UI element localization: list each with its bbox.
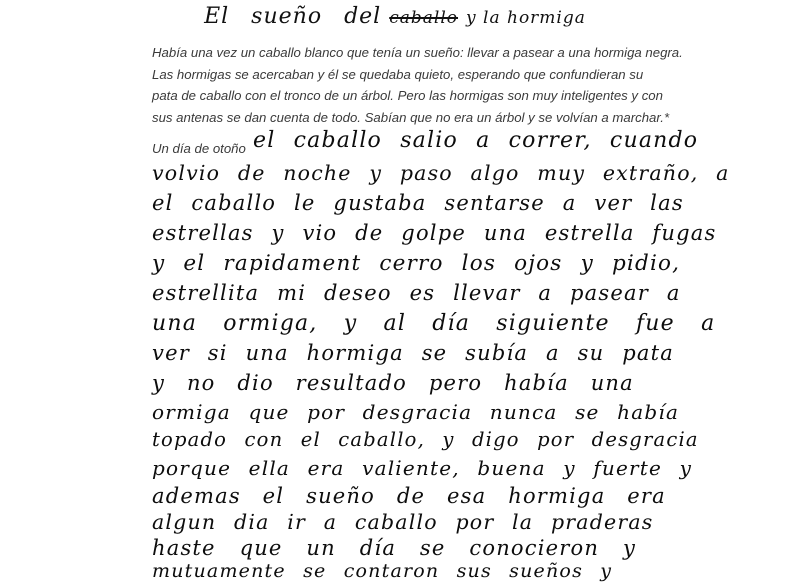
handwritten-line: porque ella era valiente, buena y fuerte y (152, 456, 693, 480)
handwritten-line: y el rapidament cerro los ojos y pidio, (152, 251, 681, 276)
handwritten-line: y no dio resultado pero había una (152, 371, 634, 395)
handwritten-line: el caballo le gustaba sentarse a ver las (152, 191, 684, 215)
handwritten-line: haste que un día se conocieron y (152, 536, 637, 560)
handwritten-line: ver si una hormiga se subía a su pata (152, 341, 674, 365)
title-struck-word: caballo (389, 8, 459, 28)
handwritten-line: mutuamente se contaron sus sueños y (152, 560, 613, 582)
title-tail-text: y la hormiga (466, 8, 586, 28)
handwritten-line: algun dia ir a caballo por la praderas (152, 510, 654, 534)
story-start-printed: Un día de otoño (152, 141, 246, 156)
printed-line: Había una vez un caballo blanco que tenía un sueño: llevar a pasear a una hormiga negra. (152, 45, 683, 60)
handwritten-line: una ormiga, y al día siguiente fue a (152, 311, 716, 336)
handwritten-line: volvio de noche y paso algo muy extraño, a (152, 161, 730, 185)
handwritten-line: estrellita mi deseo es llevar a pasear a (152, 281, 681, 305)
title-main-text: El sueño del (204, 4, 382, 29)
handwritten-line: topado con el caballo, y digo por desgracia (152, 428, 699, 451)
handwritten-line: estrellas y vio de golpe una estrella fugas (152, 221, 717, 245)
printed-line: sus antenas se dan cuenta de todo. Sabían que no era un árbol y se volvían a marchar.* (152, 109, 670, 125)
printed-line: pata de caballo con el tronco de un árbol. Pero las hormigas son muy inteligentes y con (152, 88, 663, 103)
handwritten-line: ademas el sueño de esa hormiga era (152, 484, 666, 508)
printed-line: Las hormigas se acercaban y él se quedaba quieto, esperando que confundieran su (152, 66, 644, 82)
handwritten-line: ormiga que por desgracia nunca se había (152, 400, 680, 424)
handwritten-line: el caballo salio a correr, cuando (253, 128, 699, 153)
